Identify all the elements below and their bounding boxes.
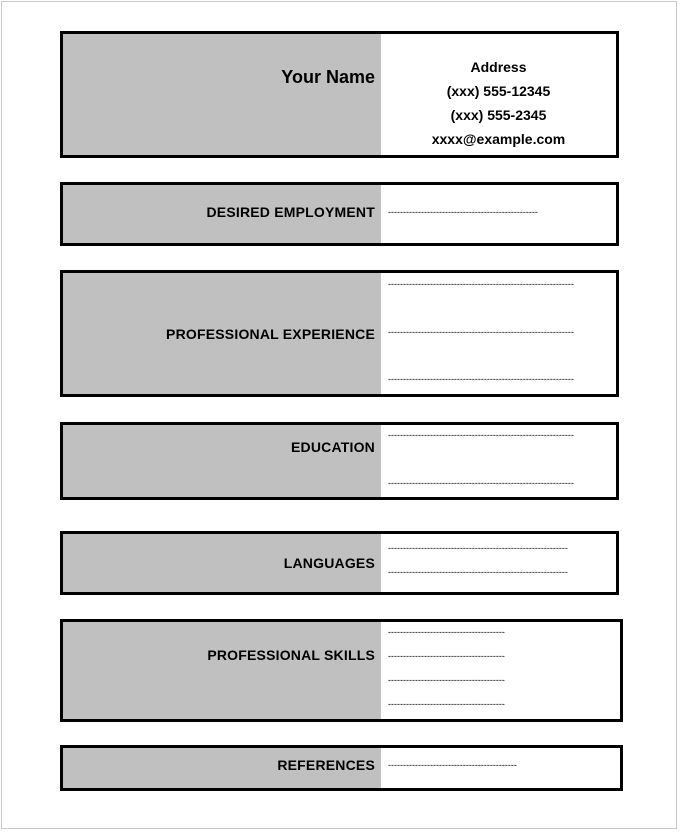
section-content — [381, 534, 616, 592]
section-title: EDUCATION — [291, 439, 375, 455]
section-professional-skills — [60, 619, 623, 722]
section-content — [381, 273, 616, 394]
entry-line: --------------------------------------- — [388, 628, 505, 637]
entry-line: --------------------------------------- — [388, 676, 505, 685]
entry-line: --------------------------------------- — [388, 700, 505, 709]
section-education — [60, 422, 619, 500]
entry-line: -------------------------------------------------------------- — [388, 479, 574, 488]
section-title: DESIRED EMPLOYMENT — [206, 204, 375, 220]
entry-line: ------------------------------------------- — [388, 761, 517, 770]
entry-line: -------------------------------------------------------------- — [388, 375, 574, 384]
entry-line: ------------------------------------------------------------ — [388, 568, 568, 577]
section-content — [381, 622, 620, 719]
section-title: PROFESSIONAL EXPERIENCE — [166, 325, 375, 342]
section-references — [60, 745, 623, 791]
entry-line: -------------------------------------------------------------- — [388, 328, 574, 337]
section-label-cell — [63, 185, 381, 243]
header-box — [60, 31, 619, 158]
section-professional-experience — [60, 270, 619, 397]
email-text: xxxx@example.com — [431, 131, 566, 147]
entry-line: --------------------------------------- — [388, 652, 505, 661]
entry-line: ------------------------------------------------------------ — [388, 544, 568, 553]
section-content — [381, 748, 620, 788]
entry-line: -------------------------------------------------------------- — [388, 280, 574, 289]
resume-name: Your Name — [281, 67, 375, 87]
section-title: PROFESSIONAL SKILLS — [207, 647, 375, 663]
section-label-cell — [63, 622, 381, 719]
entry-line: -------------------------------------------------- — [388, 208, 538, 217]
contact-cell — [381, 34, 616, 155]
section-content — [381, 185, 616, 243]
entry-line: -------------------------------------------------------------- — [388, 431, 574, 440]
address-text: Address — [470, 59, 527, 75]
phone-1-text: (xxx) 555-12345 — [446, 83, 551, 99]
section-desired-employment — [60, 182, 619, 246]
section-title: LANGUAGES — [283, 555, 375, 571]
section-languages — [60, 531, 619, 595]
section-title: REFERENCES — [277, 757, 375, 773]
section-content — [381, 425, 616, 497]
section-label-cell — [63, 273, 381, 394]
phone-2-text: (xxx) 555-2345 — [450, 107, 547, 123]
section-label-cell — [63, 534, 381, 592]
section-label-cell — [63, 425, 381, 497]
section-label-cell — [63, 748, 381, 788]
header-name-cell — [63, 34, 381, 155]
